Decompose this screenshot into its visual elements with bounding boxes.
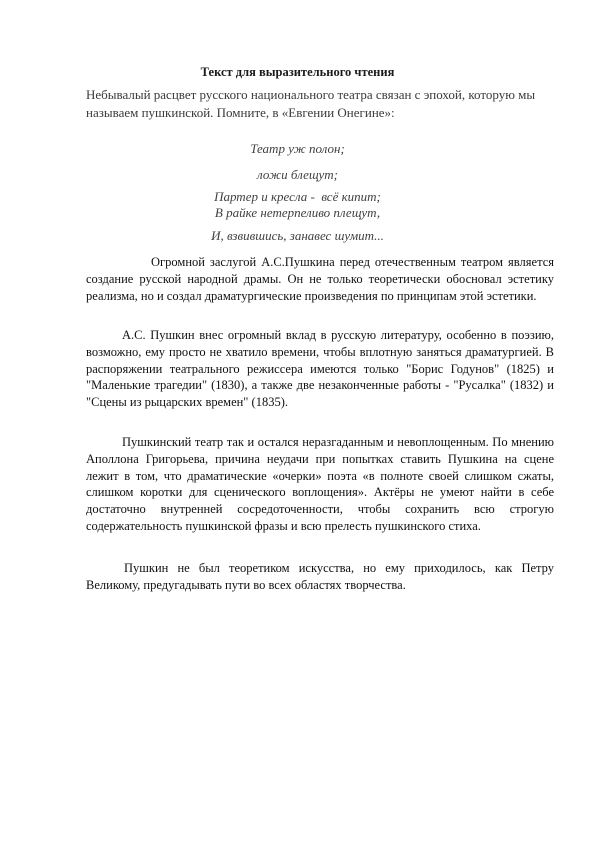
poem-line: Театр уж полон;: [250, 141, 345, 156]
poem-line: Партер и кресла - всё кипит;: [214, 189, 381, 204]
body-paragraph: Пушкин не был теоретиком искусства, но ему приходилось, как Петру Великому, предугадывать пути во всех областях творчества.: [86, 561, 554, 592]
intro-paragraph: Небывалый расцвет русского национального театра связан с эпохой, которую мы называем пушкинской. Помните, в «Евгении Онегине»:: [86, 87, 536, 120]
poem-line: ложи блещут;: [257, 167, 338, 182]
document-title: Текст для выразительного чтения: [200, 65, 395, 79]
body-paragraph: А.С. Пушкин внес огромный вклад в русскую литературу, особенно в поэзию, возможно, ему просто не хватило времени, чтобы вплотную заняться драматургией. В распоряжении театрального режиссера имеются только "Борис Годунов" (1825) и "Маленькие трагедии" (1830), а также две незаконченные работы - "Русалка" (1832) и "Сцены из рыцарских времен" (1835).: [86, 328, 554, 410]
poem-line: В райке нетерпеливо плещут,: [214, 205, 381, 220]
poem-quote: [0, 140, 595, 245]
poem-line: И, взвившись, занавес шумит...: [211, 228, 384, 243]
body-paragraph: Пушкинский театр так и остался неразгаданным и невоплощенным. По мнению Аполлона Григорьева, причина неудачи при попытках ставить Пушкина на сцене лежит в том, что драматические «очерки» поэта «в полноте своей слишком сжаты, слишком коротки для сценического воплощения». Актёры не умеют найти в себе достаточно внутренней сосредоточенности, чтобы сохранить всю строгую содержательность пушкинской фразы и всю прелесть пушкинского стиха.: [86, 435, 554, 533]
body-paragraph: Огромной заслугой А.С.Пушкина перед отечественным театром является создание русской народной драмы. Он не только теоретически обосновал эстетику реализма, но и создал драматургические произведения по принципам этой эстетики.: [86, 255, 554, 303]
